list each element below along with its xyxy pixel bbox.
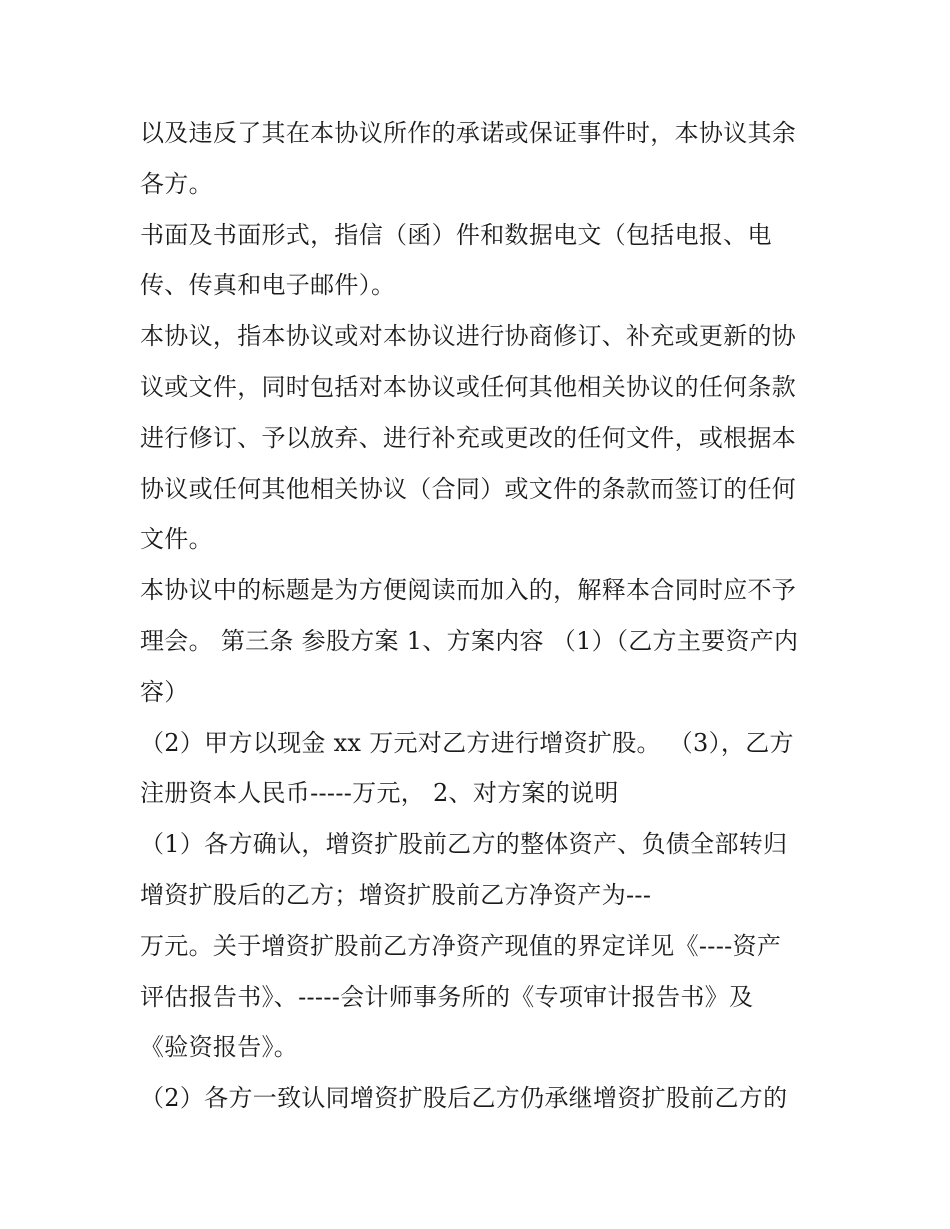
text-line: 议或文件，同时包括对本协议或任何其他相关协议的任何条款: [140, 372, 797, 401]
text-line: 容）: [140, 677, 189, 706]
text-line: 本协议中的标题是为方便阅读而加入的，解释本合同时应不予: [140, 576, 797, 605]
text-line: （2）各方一致认同增资扩股后乙方仍承继增资扩股前乙方的: [140, 1084, 788, 1113]
text-line: （2）甲方以现金 xx 万元对乙方进行增资扩股。 （3），乙方: [140, 728, 794, 757]
text-line: 传、传真和电子邮件）。: [140, 271, 396, 300]
text-line: 文件。: [140, 525, 213, 554]
text-line: 《验资报告》。: [140, 1033, 299, 1062]
text-line: 理会。 第三条 参股方案 1、方案内容 （1）（乙方主要资产内: [140, 626, 799, 655]
text-line: 评估报告书》、-----会计师事务所的《专项审计报告书》及: [140, 982, 754, 1011]
text-line: 进行修订、予以放弃、进行补充或更改的任何文件，或根据本: [140, 423, 797, 452]
text-line: 注册资本人民币-----万元， 2、对方案的说明: [140, 779, 619, 808]
text-line: 本协议，指本协议或对本协议进行协商修订、补充或更新的协: [140, 322, 797, 351]
text-line: （1）各方确认，增资扩股前乙方的整体资产、负债全部转归: [140, 830, 788, 859]
text-line: 增资扩股后的乙方；增资扩股前乙方净资产为---: [140, 880, 652, 909]
text-line: 以及违反了其在本协议所作的承诺或保证事件时，本协议其余: [140, 119, 797, 147]
text-line: 万元。关于增资扩股前乙方净资产现值的界定详见《----资产: [140, 931, 782, 960]
text-line: 书面及书面形式，指信（函）件和数据电文（包括电报、电: [140, 220, 772, 249]
document-body: [140, 108, 820, 1124]
text-line: 协议或任何其他相关协议（合同）或文件的条款而签订的任何: [140, 474, 797, 503]
text-line: 各方。: [140, 169, 213, 198]
